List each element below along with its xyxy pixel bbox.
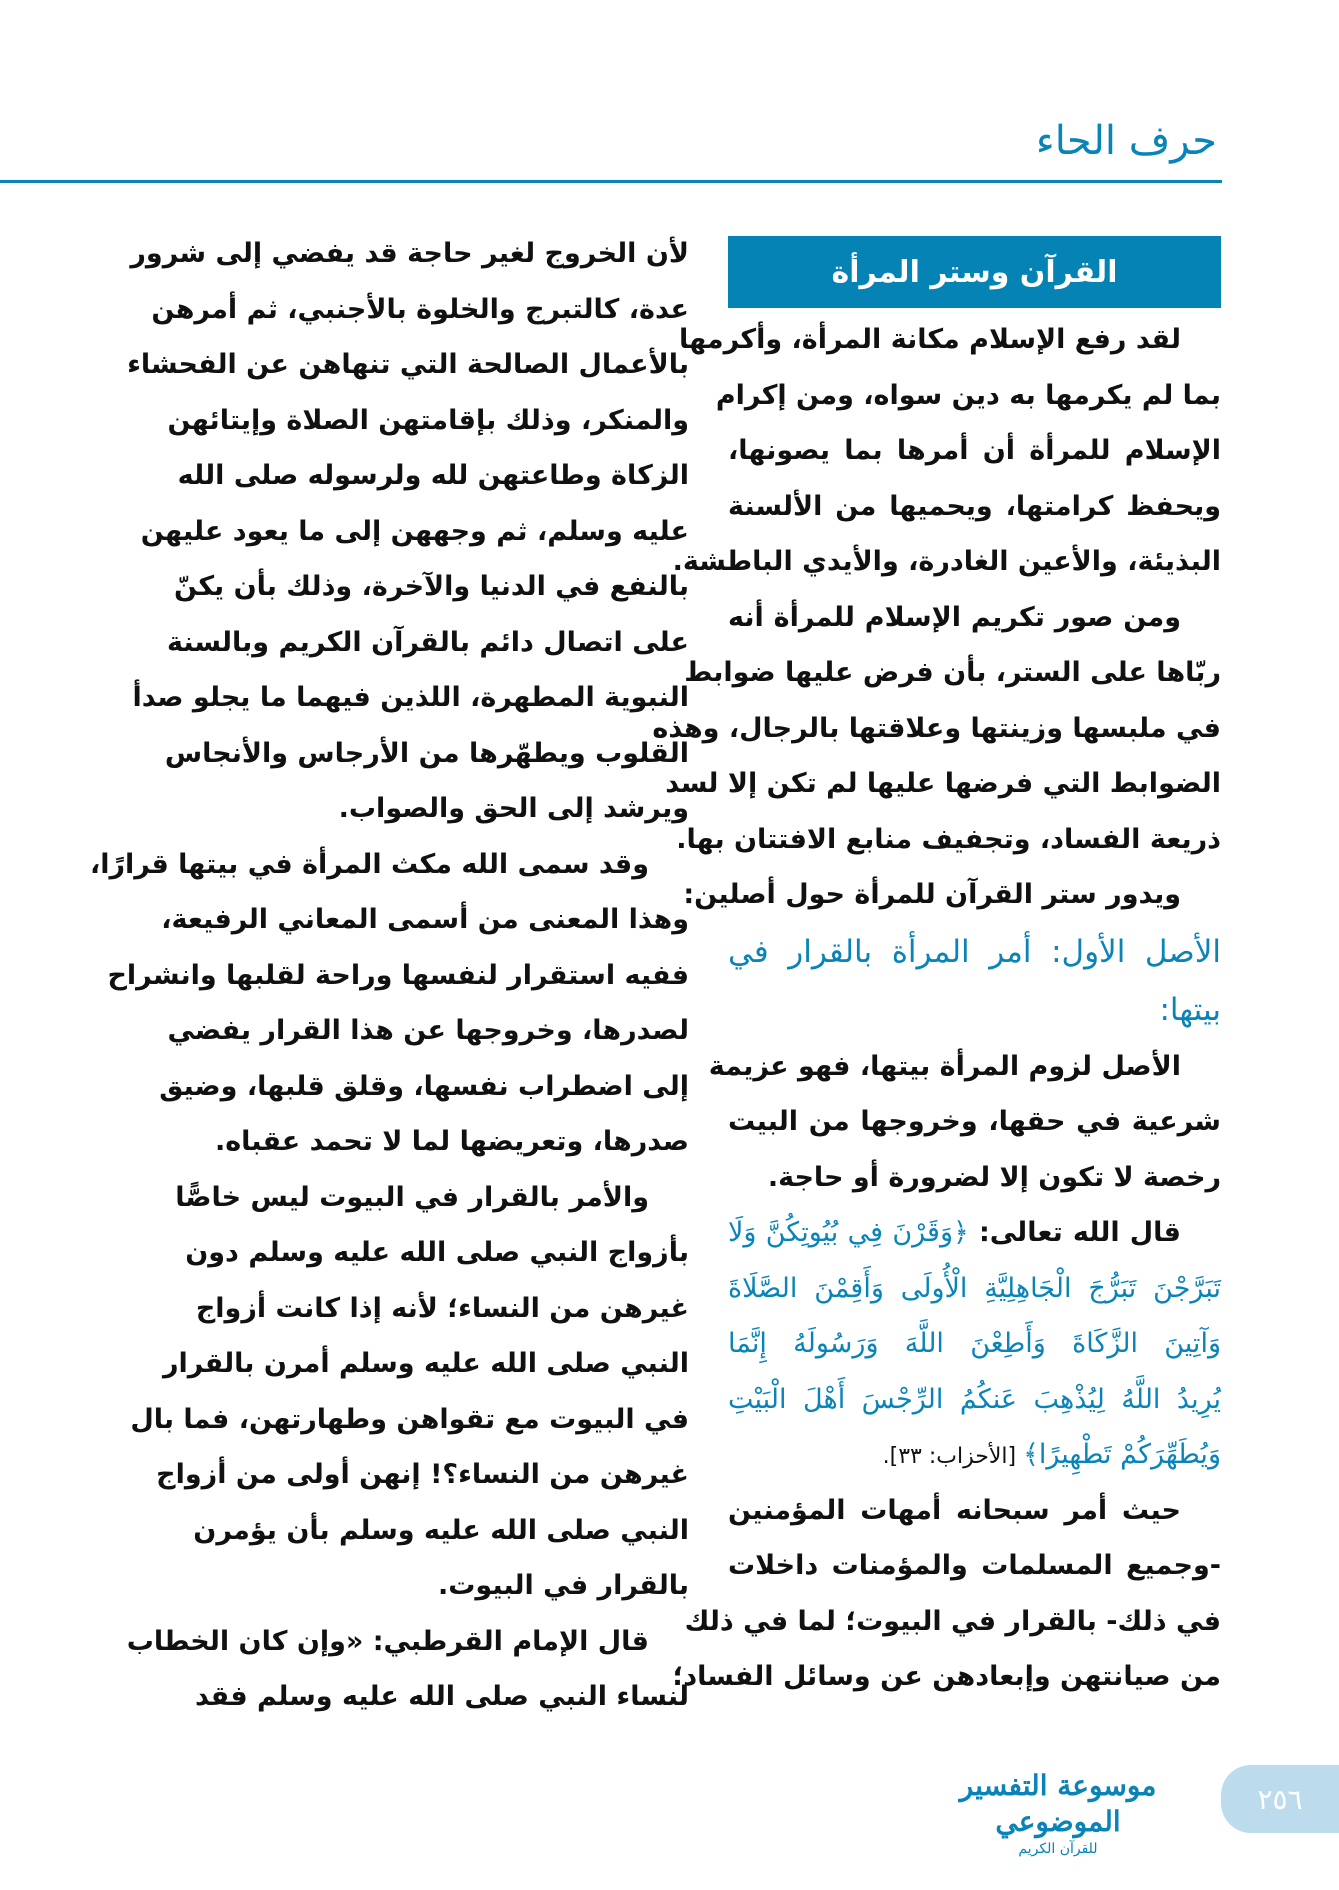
text-line: -وجميع المسلمات والمؤمنات داخلات <box>728 1550 1221 1581</box>
text-line: عدة، كالتبرج والخلوة بالأجنبي، ثم أمرهن <box>151 293 689 325</box>
paragraph <box>672 312 1221 590</box>
text-line: ويحفظ كرامتها، ويحميها من الألسنة <box>728 490 1221 522</box>
text-line: على اتصال دائم بالقرآن الكريم وبالسنة <box>167 626 689 658</box>
text-line: بالأعمال الصالحة التي تنهاهن عن الفحشاء <box>127 349 689 380</box>
quran-quote <box>728 1205 1221 1483</box>
text-line: وقد سمى الله مكث المرأة في بيتها قرارًا، <box>89 848 649 880</box>
paragraph <box>127 226 689 837</box>
text-line: والمنكر، وذلك بإقامتهن الصلاة وإيتائهن <box>167 404 689 436</box>
text-line: عليه وسلم، ثم وجههن إلى ما يعود عليهن <box>140 515 689 547</box>
section-title: القرآن وستر المرأة <box>728 236 1221 308</box>
text-line: بما لم يكرمها به دين سواه، ومن إكرام <box>715 379 1221 411</box>
logo-sub-text: للقرآن الكريم <box>1018 1841 1098 1857</box>
right-column <box>652 236 1221 1705</box>
text-line: إلى اضطراب نفسها، وقلق قلبها، وضيق <box>159 1070 689 1102</box>
text-line: الأصل الأول: أمر المرأة بالقرار في <box>728 933 1221 970</box>
text-line: القلوب ويطهّرها من الأرجاس والأنجاس <box>164 737 689 769</box>
text-line: الأصل لزوم المرأة بيتها، فهو عزيمة <box>708 1050 1181 1082</box>
text-line: حيث أمر سبحانه أمهات المؤمنين <box>728 1494 1181 1526</box>
text-line: لقد رفع الإسلام مكانة المرأة، وأكرمها <box>678 324 1181 355</box>
text-line: والأمر بالقرار في البيوت ليس خاصًّا <box>175 1181 649 1213</box>
text-line: النبي صلى الله عليه وسلم أمرن بالقرار <box>162 1348 689 1379</box>
text-line: لأن الخروج لغير حاجة قد يفضي إلى شرور <box>130 238 689 269</box>
text-line: غيرهن من النساء؟! إنهن أولى من أزواج <box>156 1459 689 1490</box>
text-line: بالنفع في الدنيا والآخرة، وذلك بأن يكنّ <box>174 571 689 602</box>
text-line: صدرها، وتعريضها لما لا تحمد عقباه. <box>214 1126 689 1157</box>
paragraph <box>683 867 1221 923</box>
text-line: ففيه استقرار لنفسها وراحة لقلبها وانشراح <box>107 959 689 991</box>
text-line: بالقرار في البيوت. <box>438 1570 689 1601</box>
text-line: النبي صلى الله عليه وسلم بأن يؤمرن <box>193 1514 689 1546</box>
text-line: وهذا المعنى من أسمى المعاني الرفيعة، <box>161 904 689 935</box>
text-line: ومن صور تكريم الإسلام للمرأة أنه <box>728 601 1181 633</box>
quran-text: ﴿وَقَرْنَ فِي بُيُوتِكُنَّ وَلَا <box>728 1217 969 1248</box>
quote-line <box>728 1205 1221 1261</box>
encyclopedia-logo <box>934 1768 1182 1858</box>
text-line: رخصة لا تكون إلا لضرورة أو حاجة. <box>767 1161 1221 1193</box>
paragraph <box>672 1483 1221 1705</box>
quran-reference: [الأحزاب: ٣٣]. <box>882 1444 1024 1469</box>
text-line: الإسلام للمرأة أن أمرها بما يصونها، <box>728 435 1221 466</box>
quote-intro: قال الله تعالى: <box>968 1217 1181 1248</box>
text-line: غيرهن من النساء؛ لأنه إذا كانت أزواج <box>195 1292 689 1324</box>
text-line: الزكاة وطاعتهن لله ولرسوله صلى الله <box>177 460 689 491</box>
text-line: في ذلك- بالقرار في البيوت؛ لما في ذلك <box>684 1605 1221 1637</box>
text-line: ربّاها على الستر، بأن فرض عليها ضوابط <box>684 657 1221 688</box>
text-line: في ملبسها وزينتها وعلاقتها بالرجال، وهذه <box>652 712 1221 744</box>
paragraph <box>130 1170 689 1614</box>
logo-main-text: موسوعة التفسير الموضوعي <box>959 1769 1157 1838</box>
text-line: شرعية في حقها، وخروجها من البيت <box>728 1106 1221 1137</box>
quran-text: وَيُطَهِّرَكُمْ تَطْهِيرًا﴾ <box>1023 1439 1221 1470</box>
quran-line: يُرِيدُ اللَّهُ لِيُذْهِبَ عَنكُمُ الرِّجْسَ أَهْلَ الْبَيْتِ <box>728 1383 1221 1415</box>
text-line: ويدور ستر القرآن للمرأة حول أصلين: <box>683 879 1181 910</box>
text-line: لنساء النبي صلى الله عليه وسلم فقد <box>194 1681 689 1712</box>
text-line: بأزواج النبي صلى الله عليه وسلم دون <box>185 1237 689 1268</box>
paragraph <box>89 837 689 1170</box>
text-line: البذيئة، والأعين الغادرة، والأيدي الباطشة. <box>672 546 1221 577</box>
page-number: ٢٥٦ <box>1221 1765 1339 1833</box>
paragraph <box>708 1039 1221 1206</box>
text-line: ذريعة الفساد، وتجفيف منابع الافتتان بها. <box>676 823 1221 855</box>
text-line: قال الإمام القرطبي: «وإن كان الخطاب <box>126 1625 649 1657</box>
paragraph <box>126 1614 689 1725</box>
paragraph <box>652 590 1221 868</box>
text-line: ويرشد إلى الحق والصواب. <box>338 793 689 824</box>
text-line: لصدرها، وخروجها عن هذا القرار يفضي <box>167 1015 689 1046</box>
text-line: في البيوت مع تقواهن وطهارتهن، فما بال <box>130 1403 689 1435</box>
left-column <box>89 226 689 1725</box>
quran-line: وَآتِينَ الزَّكَاةَ وَأَطِعْنَ اللَّهَ وَرَسُولَهُ إِنَّمَا <box>728 1328 1221 1359</box>
text-line: النبوية المطهرة، اللذين فيهما ما يجلو صدأ <box>132 682 689 713</box>
text-line: الضوابط التي فرضها عليها لم تكن إلا لسد <box>665 768 1221 799</box>
chapter-title: حرف الحاء <box>1035 118 1217 164</box>
quran-line <box>728 1427 1221 1483</box>
subheading <box>728 923 1221 1039</box>
text-line: بيتها: <box>1159 991 1221 1028</box>
header-rule <box>0 180 1222 183</box>
text-line: من صيانتهن وإبعادهن عن وسائل الفساد؛ <box>672 1661 1221 1692</box>
quran-line: تَبَرَّجْنَ تَبَرُّجَ الْجَاهِلِيَّةِ الْأُولَى وَأَقِمْنَ الصَّلَاةَ <box>728 1272 1221 1304</box>
